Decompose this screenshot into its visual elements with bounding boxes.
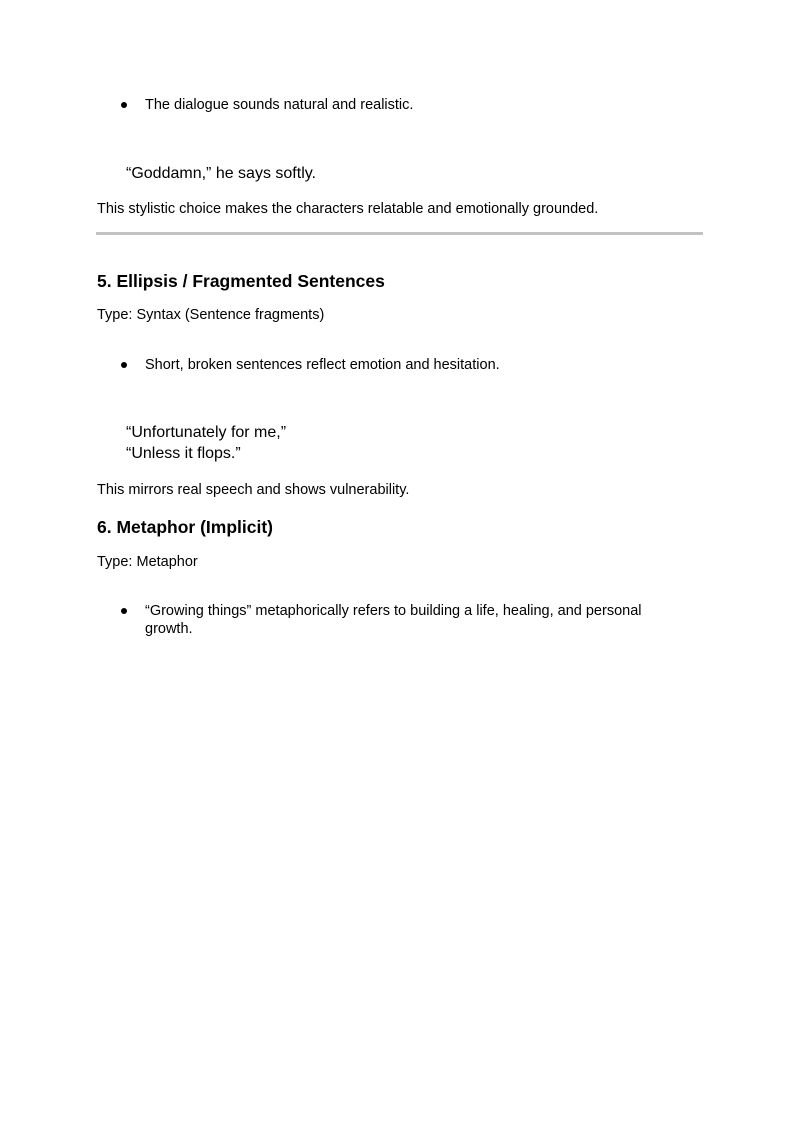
list-item (121, 602, 661, 638)
list-item (121, 96, 681, 114)
section-heading: 6. Metaphor (Implicit) (97, 517, 273, 537)
type-label: Type: Metaphor (97, 554, 198, 570)
bullet-icon (121, 608, 127, 614)
list-item-text: “Growing things” metaphorically refers to building a life, healing, and personal growth. (145, 603, 642, 637)
horizontal-divider (96, 232, 703, 235)
bullet-icon (121, 102, 127, 108)
bullet-icon (121, 362, 127, 368)
dialogue-quote: “Unless it flops.” (126, 445, 241, 462)
paragraph: This stylistic choice makes the characters relatable and emotionally grounded. (97, 201, 599, 217)
dialogue-quote: “Unfortunately for me,” (126, 424, 287, 441)
list-item-text: The dialogue sounds natural and realistic. (145, 97, 414, 113)
paragraph: This mirrors real speech and shows vulnerability. (97, 482, 410, 498)
list-item (121, 356, 681, 374)
list-item-text: Short, broken sentences reflect emotion and hesitation. (145, 357, 500, 373)
type-label: Type: Syntax (Sentence fragments) (97, 307, 325, 323)
dialogue-quote: “Goddamn,” he says softly. (126, 165, 316, 182)
section-heading: 5. Ellipsis / Fragmented Sentences (97, 271, 385, 291)
